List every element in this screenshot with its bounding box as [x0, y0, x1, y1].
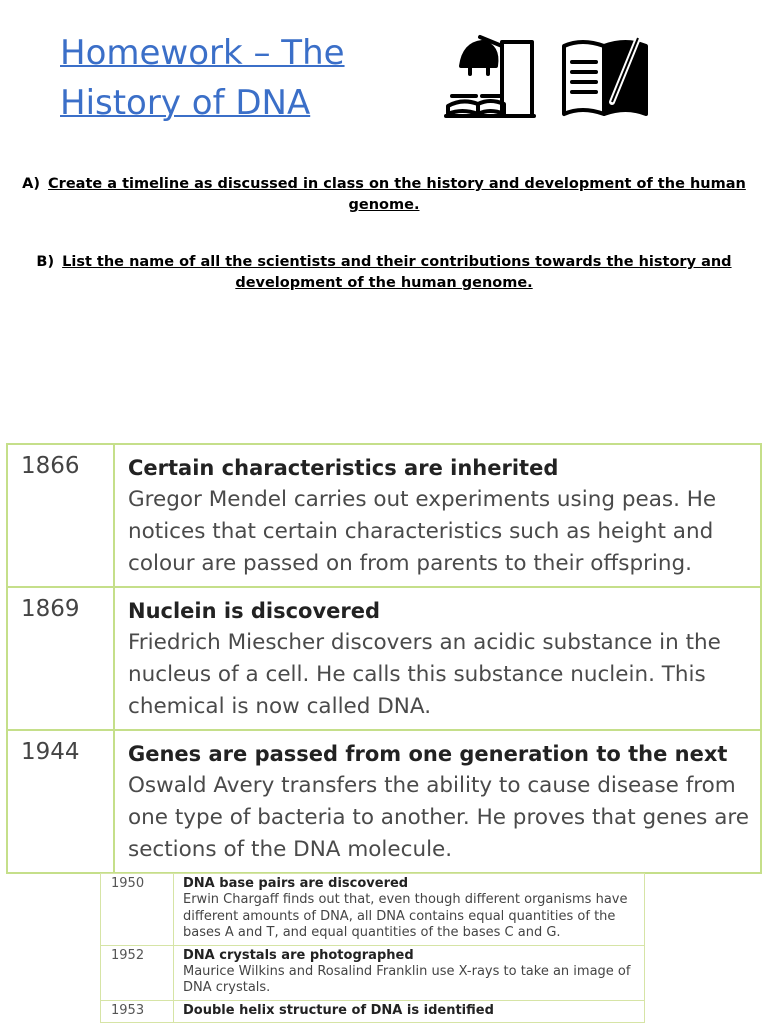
timeline-text: Erwin Chargaff finds out that, even though different organisms have different amounts of DNA, all DNA contains equal quantities of the bases A and T, and equal quantities of the bases C and G.: [183, 892, 628, 940]
timeline-heading: Genes are passed from one generation to the next: [128, 742, 728, 766]
timeline-table-large: [6, 443, 762, 874]
timeline-heading: Nuclein is discovered: [128, 599, 381, 623]
question-b-text: List the name of all the scientists and their contributions towards the history and development of the human genome.: [62, 254, 732, 291]
timeline-entry: [174, 874, 645, 946]
question-a-text: Create a timeline as discussed in class on the history and development of the human genome.: [48, 176, 746, 213]
open-book-pencil-icon: [560, 32, 650, 120]
question-a: [20, 174, 748, 216]
desk-lamp-reading-book-icon: [444, 32, 536, 120]
timeline-year: 1953: [101, 1000, 174, 1022]
timeline-year: 1950: [101, 874, 174, 946]
timeline-row: [101, 874, 645, 946]
timeline-year: 1952: [101, 945, 174, 1000]
header-icons: [444, 32, 654, 122]
page-title-line-2: History of DNA: [60, 83, 311, 123]
timeline-year: 1869: [7, 587, 114, 730]
page-title-line-1: Homework – The: [60, 33, 345, 73]
timeline-row: [7, 444, 761, 587]
question-b: [20, 252, 748, 294]
timeline-text: Maurice Wilkins and Rosalind Franklin use X-rays to take an image of DNA crystals.: [183, 963, 631, 995]
timeline-entry: [114, 587, 761, 730]
timeline-table-small: [100, 873, 645, 1023]
timeline-year: 1866: [7, 444, 114, 587]
timeline-heading: Double helix structure of DNA is identified: [183, 1002, 494, 1018]
timeline-text: Oswald Avery transfers the ability to cause disease from one type of bacteria to another. He proves that genes are sections of the DNA molecule.: [128, 773, 749, 862]
page-title: [60, 28, 400, 128]
timeline-text: Friedrich Miescher discovers an acidic substance in the nucleus of a cell. He calls this substance nuclein. This chemical is now called DNA.: [128, 630, 721, 719]
timeline-row: [101, 945, 645, 1000]
timeline-heading: Certain characteristics are inherited: [128, 456, 559, 480]
timeline-entry: [174, 945, 645, 1000]
timeline-row: [7, 587, 761, 730]
question-a-label: A): [22, 176, 41, 192]
timeline-text: Gregor Mendel carries out experiments using peas. He notices that certain characteristics such as height and colour are passed on from parents to their offspring.: [128, 487, 717, 576]
timeline-row: [101, 1000, 645, 1022]
timeline-heading: DNA crystals are photographed: [183, 947, 414, 963]
timeline-row: [7, 730, 761, 873]
question-b-label: B): [36, 254, 55, 270]
timeline-year: 1944: [7, 730, 114, 873]
timeline-entry: [114, 730, 761, 873]
timeline-entry: [174, 1000, 645, 1022]
timeline-entry: [114, 444, 761, 587]
timeline-heading: DNA base pairs are discovered: [183, 876, 409, 891]
